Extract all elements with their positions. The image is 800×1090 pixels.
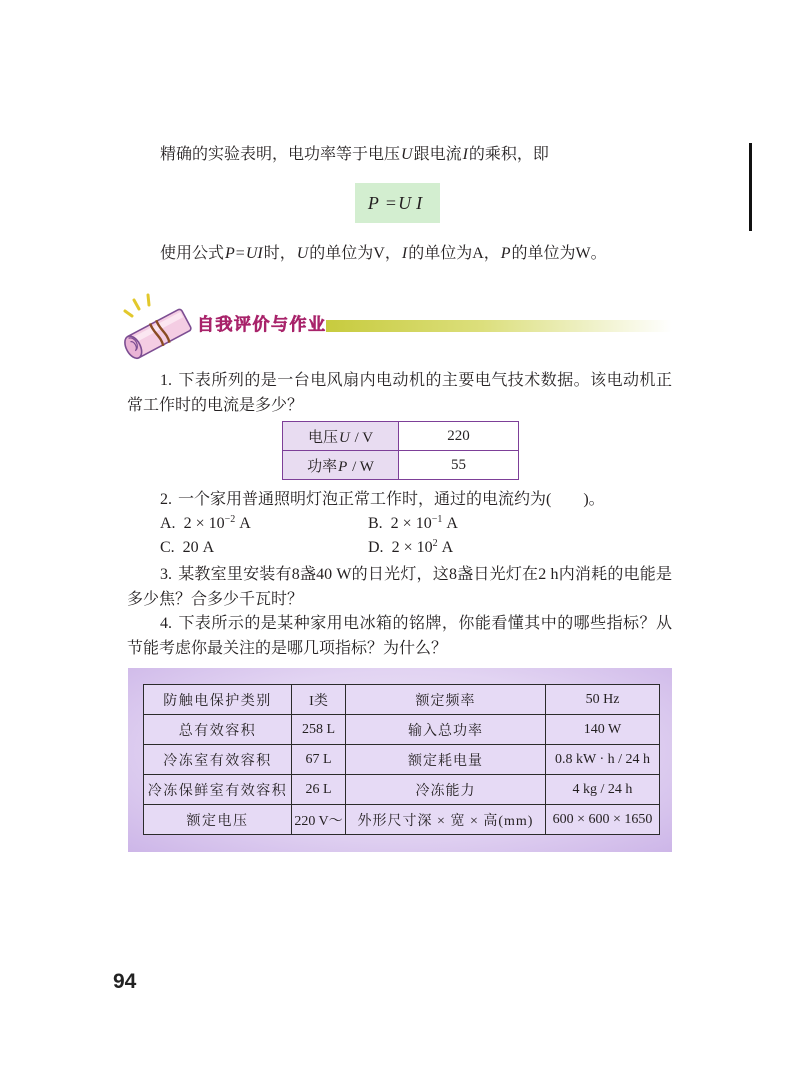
spec-label: 冷冻室有效容积 xyxy=(144,745,292,775)
spec-label: 额定电压 xyxy=(144,805,292,835)
intro-line-1 xyxy=(160,143,549,167)
option-exponent: −1 xyxy=(431,514,443,525)
fridge-spec-table xyxy=(143,684,660,835)
option-label: D. xyxy=(368,539,384,556)
option-a xyxy=(160,512,251,536)
spec-value: 67 L xyxy=(292,745,346,775)
variable-u: U xyxy=(338,429,350,446)
intro-text: 的单位为V， xyxy=(309,245,401,262)
question-text: 下表所示的是某种家用电冰箱的铭牌，你能看懂其中的哪些指标？从 xyxy=(178,615,672,632)
question-line: 多少焦？合多少千瓦时？ xyxy=(127,590,304,608)
variable-p: P xyxy=(500,245,511,262)
table-row xyxy=(144,745,660,775)
spec-label: 输入总功率 xyxy=(346,715,546,745)
spec-label: 额定耗电量 xyxy=(346,745,546,775)
page-number: 94 xyxy=(113,970,137,993)
intro-line-2 xyxy=(160,242,607,266)
spec-value: 140 W xyxy=(546,715,660,745)
variable-ui: UI xyxy=(245,245,263,262)
intro-text: 跟电流 xyxy=(413,146,462,163)
option-b xyxy=(368,512,458,536)
question-line: 常工作时的电流是多少？ xyxy=(127,397,304,414)
section-title: 自我评价与作业 xyxy=(197,315,327,335)
table-row xyxy=(144,775,660,805)
option-base: 2 × 10 xyxy=(183,515,225,532)
table-row xyxy=(144,685,660,715)
spec-label: 冷冻保鲜室有效容积 xyxy=(144,775,292,805)
option-c xyxy=(160,536,214,560)
intro-text: 的单位为W。 xyxy=(511,245,607,262)
question-number: 3. xyxy=(160,566,172,583)
intro-text: = xyxy=(235,245,245,262)
question-line xyxy=(160,488,672,512)
section-divider xyxy=(326,320,672,332)
spec-value: 0.8 kW · h / 24 h xyxy=(546,745,660,775)
spec-label: 防触电保护类别 xyxy=(144,685,292,715)
option-unit: A xyxy=(441,539,454,556)
question-2 xyxy=(127,488,672,512)
option-base: 2 × 10 xyxy=(391,539,433,556)
formula-equals: = xyxy=(385,192,397,213)
option-label: A. xyxy=(160,515,176,532)
option-unit: A xyxy=(446,515,458,532)
margin-bar xyxy=(749,143,752,231)
option-exponent: −2 xyxy=(224,514,236,525)
option-base: 20 xyxy=(182,539,199,556)
spec-value: 50 Hz xyxy=(546,685,660,715)
option-label: B. xyxy=(368,515,383,532)
table-row xyxy=(283,422,519,451)
intro-text: 的单位为A， xyxy=(408,245,500,262)
spec-label: 冷冻能力 xyxy=(346,775,546,805)
option-base: 2 × 10 xyxy=(390,515,432,532)
option-unit: A xyxy=(202,539,215,556)
question-number: 4. xyxy=(160,615,172,632)
option-d xyxy=(368,536,453,560)
table-value: 55 xyxy=(399,451,519,480)
label-text: 功率 xyxy=(307,458,338,475)
question-3 xyxy=(127,563,672,612)
intro-text: 的乘积，即 xyxy=(468,146,549,163)
variable-u: U xyxy=(296,245,309,262)
spec-label: 外形尺寸深 × 宽 × 高(mm) xyxy=(346,805,546,835)
spec-value: 600 × 600 × 1650 xyxy=(546,805,660,835)
table-value: 220 xyxy=(399,422,519,451)
question-text: 某教室里安装有8盏40 W的日光灯，这8盏日光灯在2 h内消耗的电能是 xyxy=(178,566,672,583)
spec-value: 220 V～ xyxy=(292,805,346,835)
table-row xyxy=(144,805,660,835)
variable-i: I xyxy=(462,146,468,163)
spec-value: I类 xyxy=(292,685,346,715)
scroll-icon xyxy=(114,292,196,358)
variable-p: P xyxy=(338,458,348,475)
question-number: 2. xyxy=(160,491,172,508)
label-text: 电压 xyxy=(307,429,338,446)
fridge-nameplate xyxy=(128,668,672,852)
question-text: 下表所列的是一台电风扇内电动机的主要电气技术数据。该电动机正 xyxy=(178,372,672,389)
spec-value: 258 L xyxy=(292,715,346,745)
unit-text: / V xyxy=(350,429,374,446)
table-row xyxy=(144,715,660,745)
variable-p: P xyxy=(225,245,235,262)
option-exponent: 2 xyxy=(432,538,438,549)
spec-value: 4 kg / 24 h xyxy=(546,775,660,805)
variable-u: U xyxy=(401,146,413,163)
table-label xyxy=(283,451,399,480)
unit-text: / W xyxy=(348,458,374,475)
question-number: 1. xyxy=(160,372,172,389)
table-row xyxy=(283,451,519,480)
question-line xyxy=(160,612,672,637)
question-4 xyxy=(127,612,672,661)
option-unit: A xyxy=(239,515,251,532)
option-label: C. xyxy=(160,539,175,556)
spec-label: 总有效容积 xyxy=(144,715,292,745)
table-label xyxy=(283,422,399,451)
question-line xyxy=(160,368,672,393)
intro-text: 使用公式 xyxy=(160,245,225,262)
spec-value: 26 L xyxy=(292,775,346,805)
intro-text: 时， xyxy=(263,245,296,262)
intro-text: 精确的实验表明，电功率等于电压 xyxy=(160,146,401,163)
question-line xyxy=(160,563,672,588)
question-line: 节能考虑你最关注的是哪几项指标？为什么？ xyxy=(127,639,448,657)
variable-i: I xyxy=(401,245,408,262)
spec-label: 额定频率 xyxy=(346,685,546,715)
question-1 xyxy=(127,368,672,418)
formula-lhs: P xyxy=(367,192,379,213)
question-text: 一个家用普通照明灯泡正常工作时，通过的电流约为( )。 xyxy=(178,491,605,508)
motor-data-table xyxy=(282,421,519,480)
power-formula xyxy=(355,183,440,223)
formula-rhs: UI xyxy=(398,192,428,213)
